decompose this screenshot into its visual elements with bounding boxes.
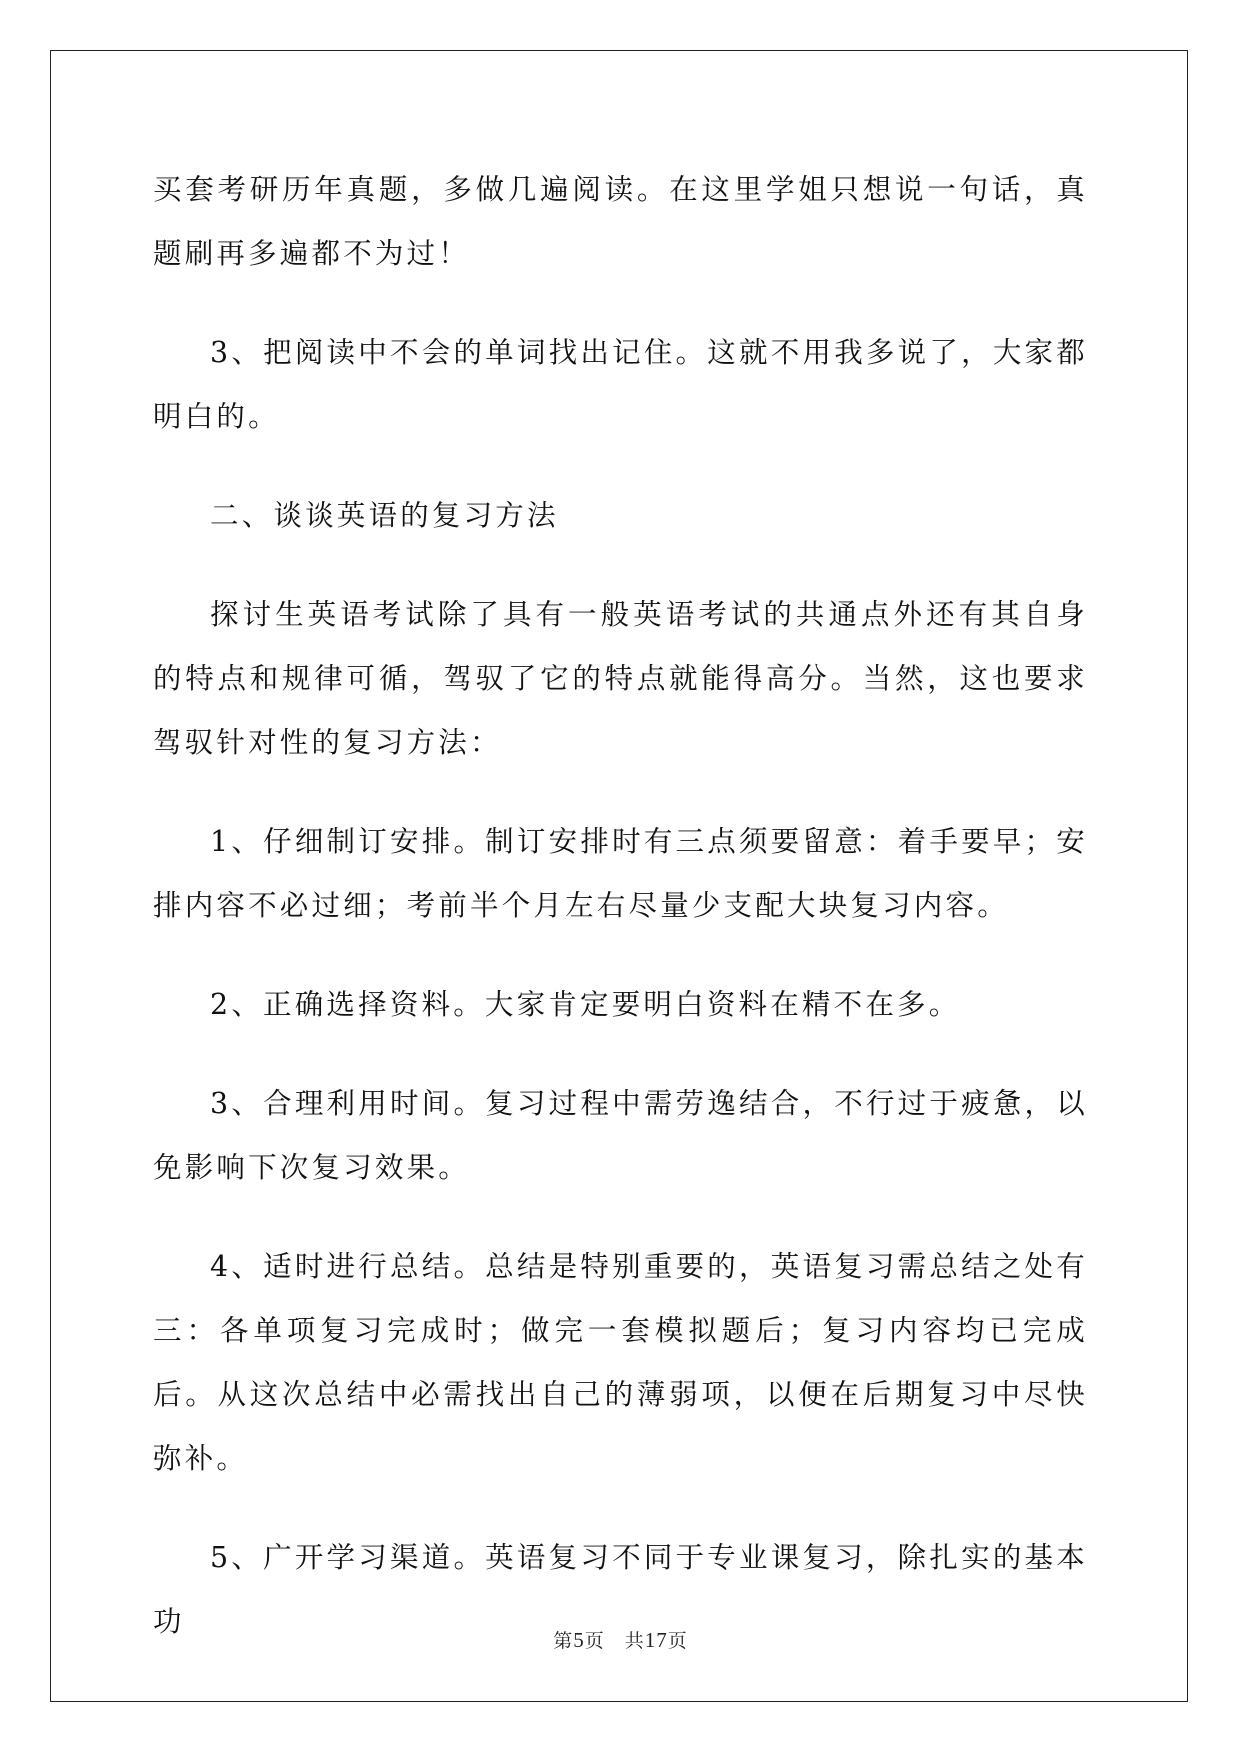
page-footer bbox=[0, 1626, 1241, 1653]
paragraph-1: 买套考研历年真题，多做几遍阅读。在这里学姐只想说一句话，真题刷再多遍都不为过！ bbox=[153, 173, 1088, 270]
paragraph-3: 探讨生英语考试除了具有一般英语考试的共通点外还有其自身的特点和规律可循，驾驭了它的特点就能得高分。当然，这也要求驾驭针对性的复习方法： bbox=[153, 598, 1088, 759]
paragraph-5: 2、正确选择资料。大家肯定要明白资料在精不在多。 bbox=[210, 988, 961, 1021]
paragraph-8: 5、广开学习渠道。英语复习不同于专业课复习，除扎实的基本功 bbox=[153, 1541, 1088, 1638]
total-pages: 17 bbox=[644, 1628, 668, 1652]
paragraph-4: 1、仔细制订安排。制订安排时有三点须要留意：着手要早；安排内容不必过细；考前半个月左右尽量少支配大块复习内容。 bbox=[153, 825, 1088, 922]
paragraph-7: 4、适时进行总结。总结是特别重要的，英语复习需总结之处有三：各单项复习完成时；做完一套模拟题后；复习内容均已完成后。从这次总结中必需找出自己的薄弱项，以便在后期复习中尽快弥补。 bbox=[153, 1250, 1088, 1475]
page-suffix: 页 bbox=[584, 1630, 605, 1652]
paragraph-2: 3、把阅读中不会的单词找出记住。这就不用我多说了，大家都明白的。 bbox=[153, 336, 1088, 433]
total-prefix: 共 bbox=[624, 1630, 645, 1652]
document-body bbox=[153, 158, 1088, 1654]
paragraph-6: 3、合理利用时间。复习过程中需劳逸结合，不行过于疲惫，以免影响下次复习效果。 bbox=[153, 1087, 1088, 1184]
total-suffix: 页 bbox=[667, 1630, 688, 1652]
page-number: 5 bbox=[573, 1628, 585, 1652]
page-prefix: 第 bbox=[553, 1630, 574, 1652]
section-heading: 二、谈谈英语的复习方法 bbox=[210, 499, 559, 532]
